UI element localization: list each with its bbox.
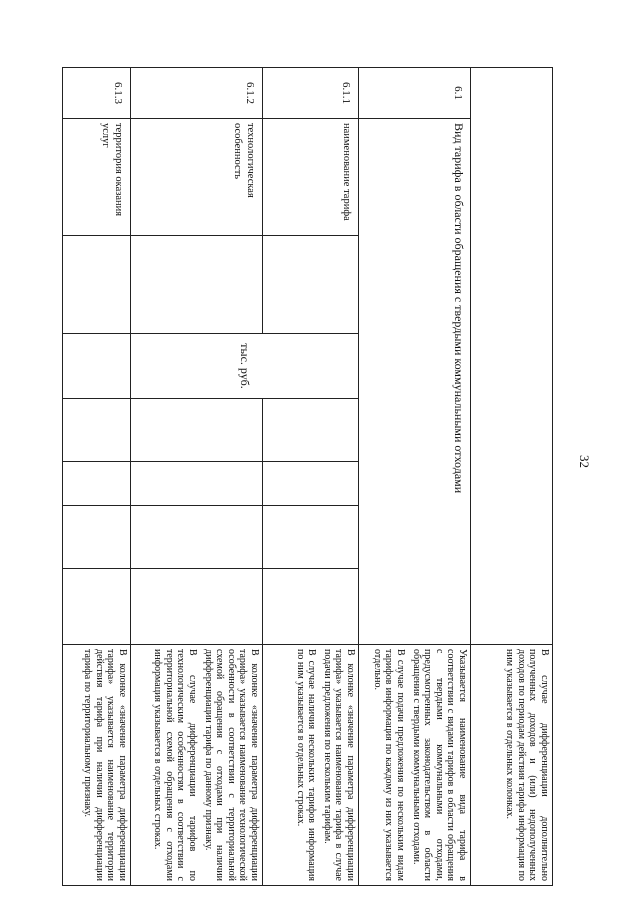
row-notes-cell	[131, 645, 263, 886]
empty-cell	[263, 236, 359, 334]
empty-cell	[63, 462, 131, 506]
table-row-section-6-1	[359, 68, 471, 886]
table-row	[263, 68, 359, 886]
row-number: 6.1.3	[63, 68, 131, 119]
row-name: технологическая особенность	[131, 119, 263, 236]
note-paragraph: В случае дифференциации тарифов по технологическим особенностям в соответствии с территориальной схемой обращения с отходами информация указывается в отдельных строках.	[152, 649, 199, 881]
empty-cell	[131, 236, 263, 334]
section-title: Вид тарифа в области обращения с твердыми коммунальными отходами	[359, 119, 471, 645]
empty-cell	[263, 399, 359, 462]
empty-cell	[131, 462, 263, 506]
note-paragraph: Указывается наименование вида тарифа в соответствии с видами тарифов в области обращения с твердыми коммунальными отходами, предусмотренных законодательством в области обращения с твердыми коммунальными отходами.	[410, 649, 468, 881]
empty-cell	[131, 399, 263, 462]
table-row	[131, 68, 263, 886]
empty-cell	[131, 506, 263, 569]
table-row-top-note	[471, 68, 553, 886]
row-notes-cell	[63, 645, 131, 886]
empty-cell	[263, 462, 359, 506]
tariff-parameters-table	[62, 67, 553, 886]
empty-cell	[63, 236, 131, 334]
unit-cell: тыс. руб.	[131, 334, 359, 399]
empty-cell	[471, 68, 553, 645]
note-paragraph: В колонке «значение параметра дифференциации тарифа» указывается наименование технологической особенности в соответствии с территориальной схемой обращения с отходами при наличии дифференциации тарифа по данному признаку.	[202, 649, 260, 881]
top-note-text: В случае дифференциации дополнительно полученных доходов и (или) недополученных доходов по периодам действия тарифа информация по ним указывается в отдельных колонках.	[504, 649, 550, 881]
row-notes-cell	[263, 645, 359, 886]
note-paragraph: В колонке «значение параметра дифференциации тарифа» указывается наименование территории действия тарифа при наличии дифференциации тарифа по территориальному признаку.	[82, 649, 128, 881]
top-note-cell	[471, 645, 553, 886]
row-name: территория оказания услуг	[63, 119, 131, 236]
section-notes-cell	[359, 645, 471, 886]
empty-cell	[63, 569, 131, 645]
page-number: 32	[577, 455, 592, 468]
empty-cell	[263, 506, 359, 569]
empty-cell	[63, 399, 131, 462]
row-number: 6.1.1	[263, 68, 359, 119]
table-row	[63, 68, 131, 886]
section-number: 6.1	[359, 68, 471, 119]
empty-cell	[63, 334, 131, 399]
empty-cell	[131, 569, 263, 645]
row-name: наименование тарифа	[263, 119, 359, 236]
note-paragraph: В случае наличия нескольких тарифов информация по ним указывается в отдельных строках.	[294, 649, 318, 881]
empty-cell	[263, 569, 359, 645]
empty-cell	[63, 506, 131, 569]
row-number: 6.1.2	[131, 68, 263, 119]
note-paragraph: В колонке «значение параметра дифференциации тарифа» указывается наименование тарифа в случае подачи предложения по нескольким тарифам.	[321, 649, 356, 881]
note-paragraph: В случае подачи предложения по нескольким видам тарифов информация по каждому из них указывается отдельно.	[371, 649, 407, 881]
